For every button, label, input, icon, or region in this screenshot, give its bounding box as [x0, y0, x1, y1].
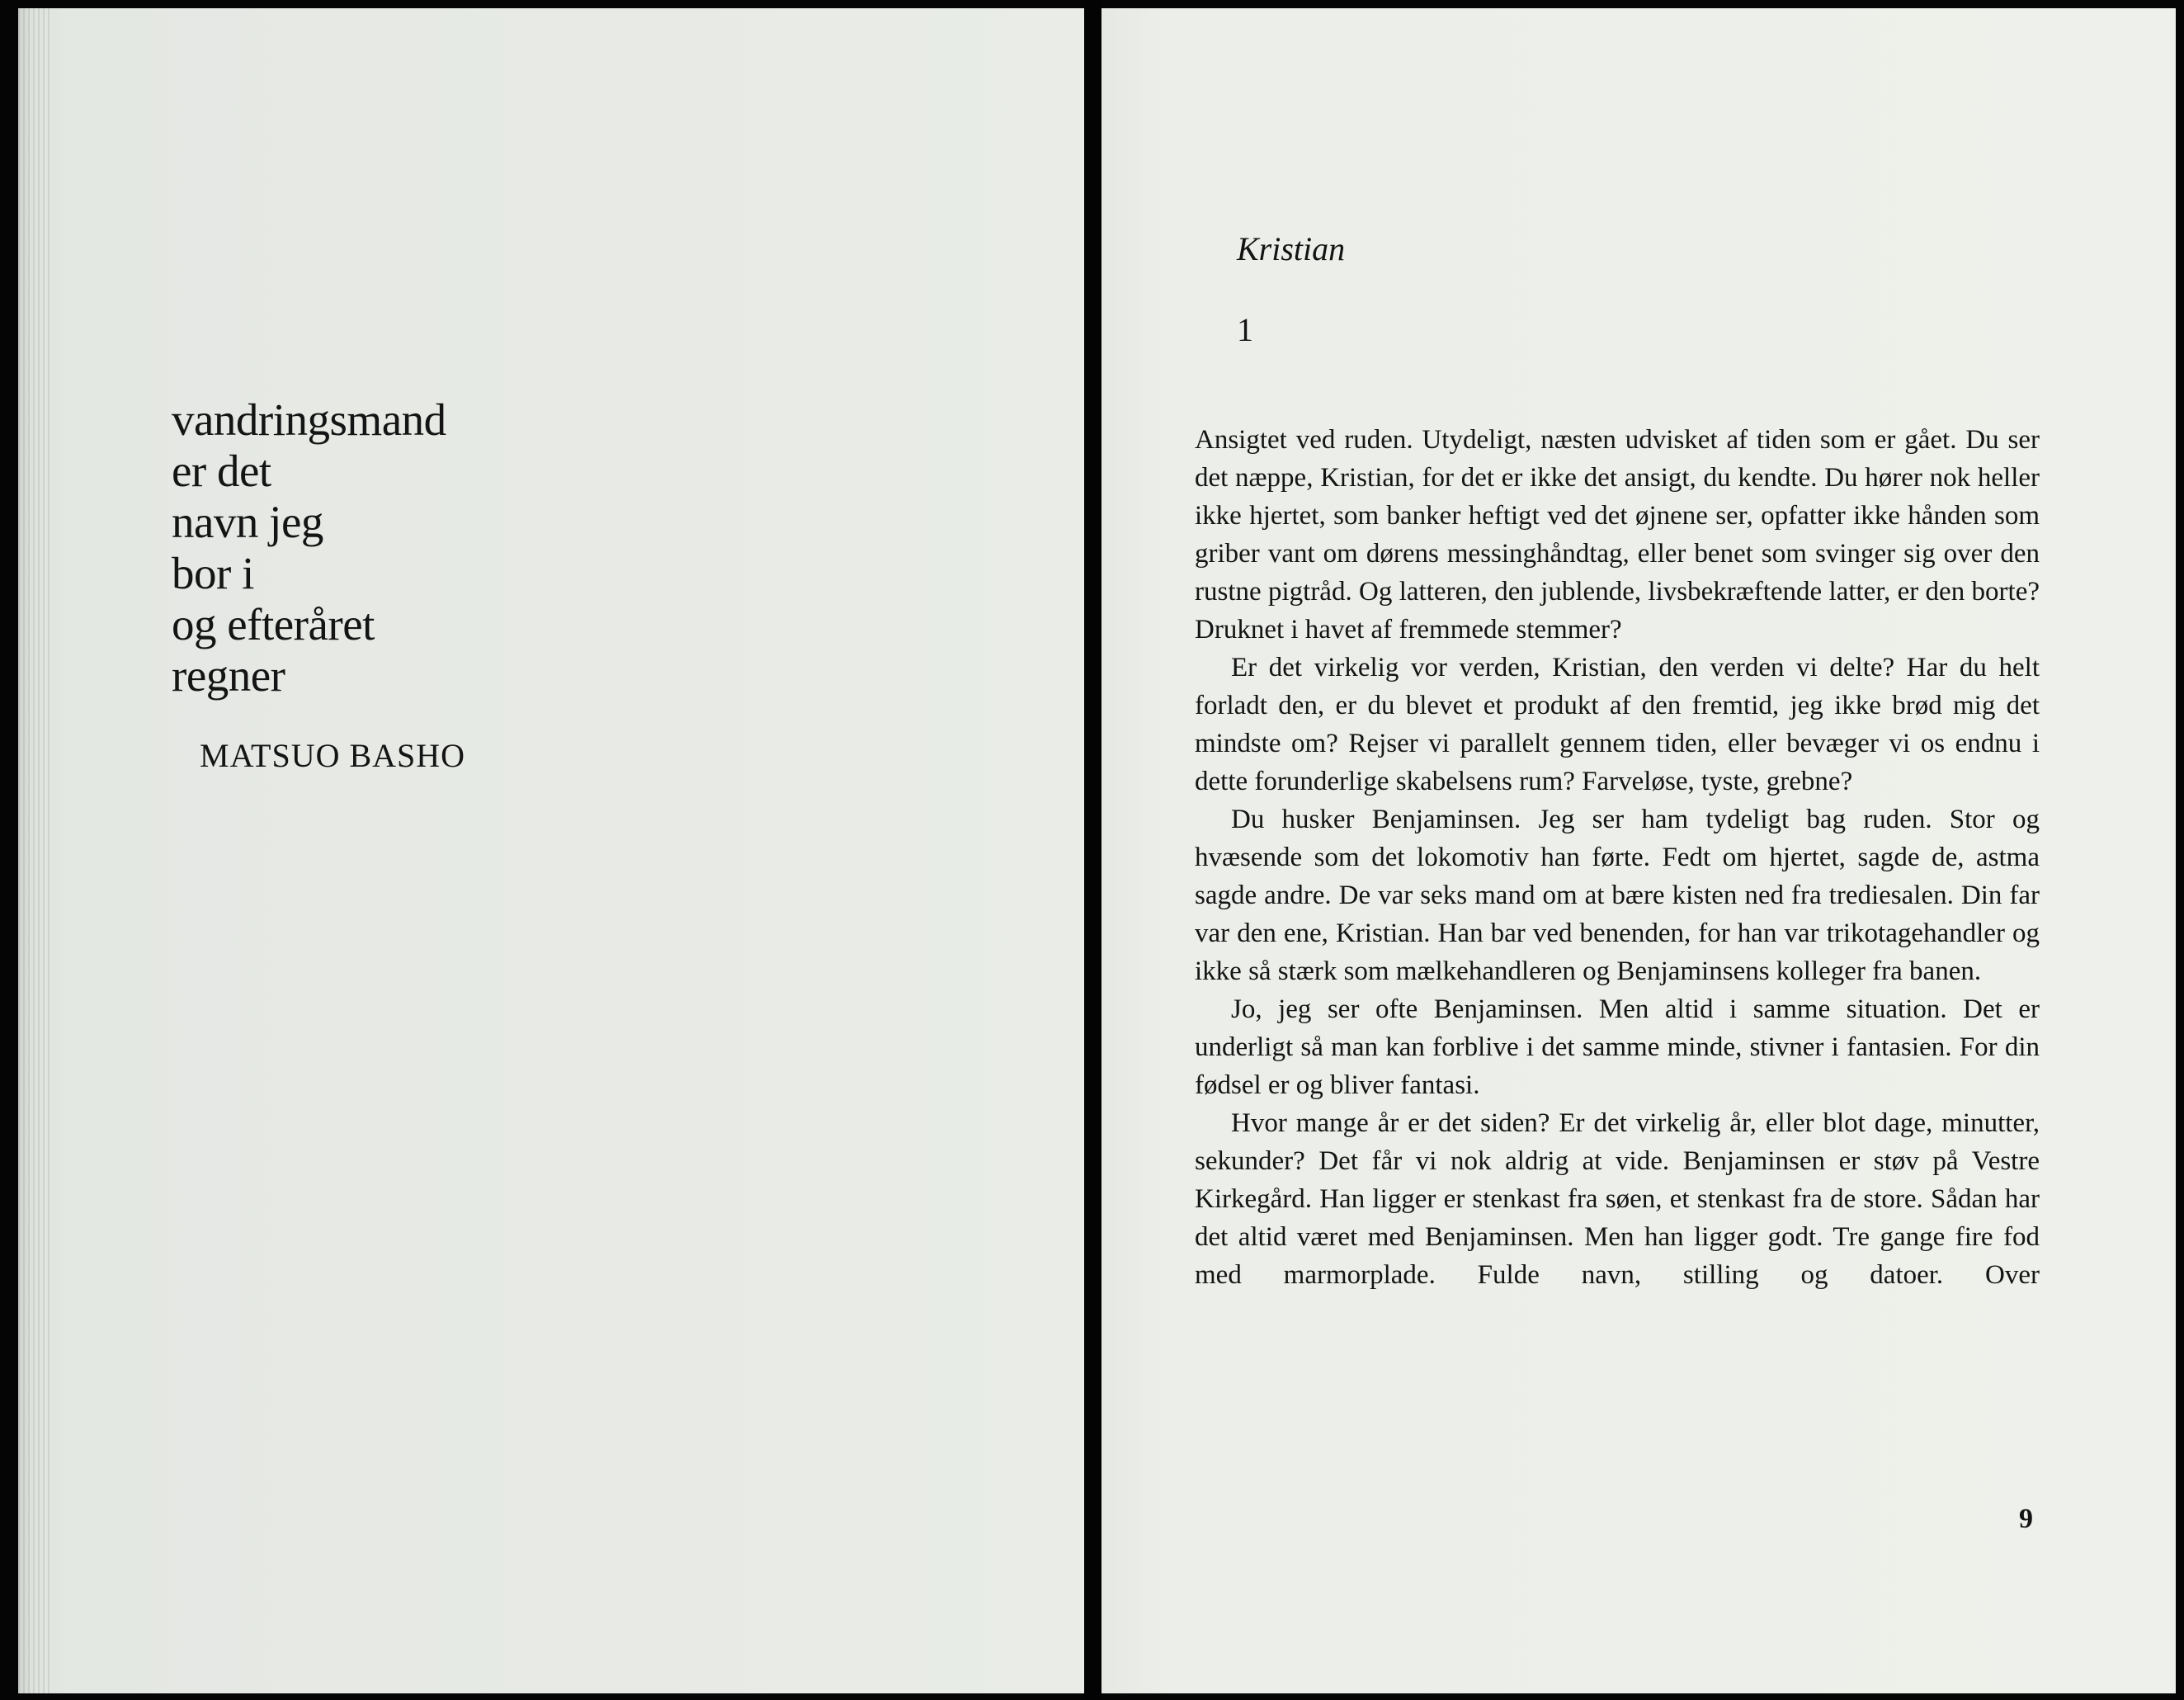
poem-line: regner — [172, 650, 285, 701]
poem-line: og efteråret — [172, 599, 375, 649]
paragraph: Ansigtet ved ruden. Utydeligt, næsten udvisket af tiden som er gået. Du ser det næppe, Kristian, for det er ikke det ansigt, du kendte. Du hører nok heller ikke hjertet, som banker heftigt ved det øjnene ser, opfatter ikke hånden som griber vant om dørens messinghåndtag, eller benet som svinger sig over den rustne pigtråd. Og latteren, den jublende, livsbekræftende latter, er den borte? Druknet i havet af fremmede stemmer? — [1195, 425, 2040, 645]
poem-line: er det — [172, 446, 271, 496]
paragraph: Du husker Benjaminsen. Jeg ser ham tydeligt bag ruden. Stor og hvæsende som det lokomotiv han førte. Fedt om hjertet, sagde de, astma sagde andre. De var seks mand om at bære kisten ned fra trediesalen. Din far var den ene, Kristian. Han bar ved benenden, for han var trikotagehandler og ikke så stærk som mælkehandleren og Benjaminsens kolleger fra banen. — [1195, 805, 2040, 986]
page-number: 9 — [2019, 1504, 2033, 1534]
book-gutter — [1084, 0, 1101, 1700]
poem-line: vandringsmand — [172, 394, 446, 445]
chapter-title: Kristian — [1237, 230, 1346, 267]
epigraph-author: MATSUO BASHO — [200, 737, 466, 774]
body-text — [1195, 421, 2040, 1294]
paragraph: Hvor mange år er det siden? Er det virkelig år, eller blot dage, minutter, sekunder? Det får vi nok aldrig at vide. Benjaminsen er støv på Vestre Kirkegård. Han ligger er stenkast fra søen, et stenkast fra de store. Sådan har det altid været med Benjaminsen. Men han ligger godt. Tre gange fire fod med marmorplade. Fulde navn, stilling og datoer. Over — [1195, 1108, 2040, 1290]
chapter-number: 1 — [1237, 311, 1253, 348]
paragraph: Er det virkelig vor verden, Kristian, den verden vi delte? Har du helt forladt den, er du blevet et produkt af den fremtid, jeg ikke brød mig det mindste om? Rejser vi parallelt gennem tiden, eller bevæger vi os endnu i dette forunderlige skabelsens rum? Farveløse, tyste, grebne? — [1195, 653, 2040, 796]
left-page — [18, 8, 1084, 1693]
epigraph-poem — [172, 394, 667, 701]
poem-line: navn jeg — [172, 497, 323, 547]
poem-line: bor i — [172, 548, 254, 598]
paragraph: Jo, jeg ser ofte Benjaminsen. Men altid i samme situation. Det er underligt så man kan forblive i det samme minde, stivner i fantasien. For din fødsel er og bliver fantasi. — [1195, 994, 2040, 1100]
right-page — [1101, 8, 2176, 1693]
